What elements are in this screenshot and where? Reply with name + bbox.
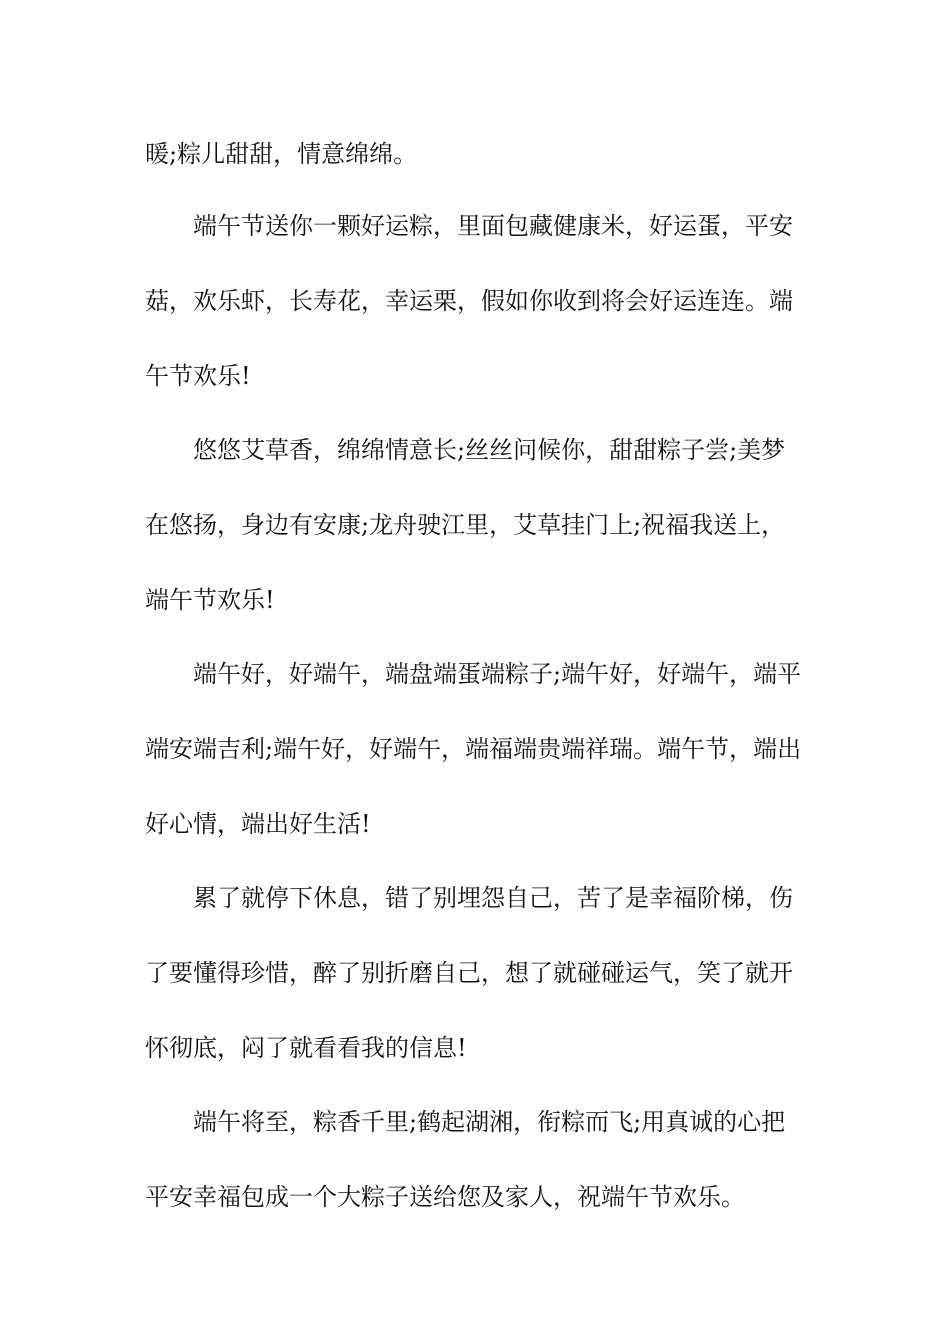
text-line: 暖;粽儿甜甜，情意绵绵。 [145,140,418,168]
text-line: 好心情，端出好生活! [145,810,371,838]
text-line: 端午节欢乐! [145,586,275,614]
text-line: 累了就停下休息，错了别埋怨自己，苦了是幸福阶梯，伤 [193,884,793,912]
text-line: 在悠扬，身边有安康;龙舟驶江里，艾草挂门上;祝福我送上， [145,511,786,539]
text-line: 端午节送你一颗好运粽，里面包藏健康米，好运蛋，平安 [193,212,793,240]
text-line: 怀彻底，闷了就看看我的信息! [145,1034,467,1062]
text-line: 端午好，好端午，端盘端蛋端粽子;端午好，好端午，端平 [193,660,802,688]
text-line: 端安端吉利;端午好，好端午，端福端贵端祥瑞。端午节，端出 [145,735,802,763]
text-line: 了要懂得珍惜，醉了别折磨自己，想了就碰碰运气，笑了就开 [145,959,793,987]
text-line: 悠悠艾草香，绵绵情意长;丝丝问候你，甜甜粽子尝;美梦 [193,436,786,464]
text-line: 平安幸福包成一个大粽子送给您及家人，祝端午节欢乐。 [145,1183,745,1211]
text-line: 午节欢乐! [145,362,251,390]
text-line: 端午将至，粽香千里;鹤起湖湘，衔粽而飞;用真诚的心把 [193,1108,786,1136]
text-line: 菇，欢乐虾，长寿花，幸运栗，假如你收到将会好运连连。端 [145,287,793,315]
